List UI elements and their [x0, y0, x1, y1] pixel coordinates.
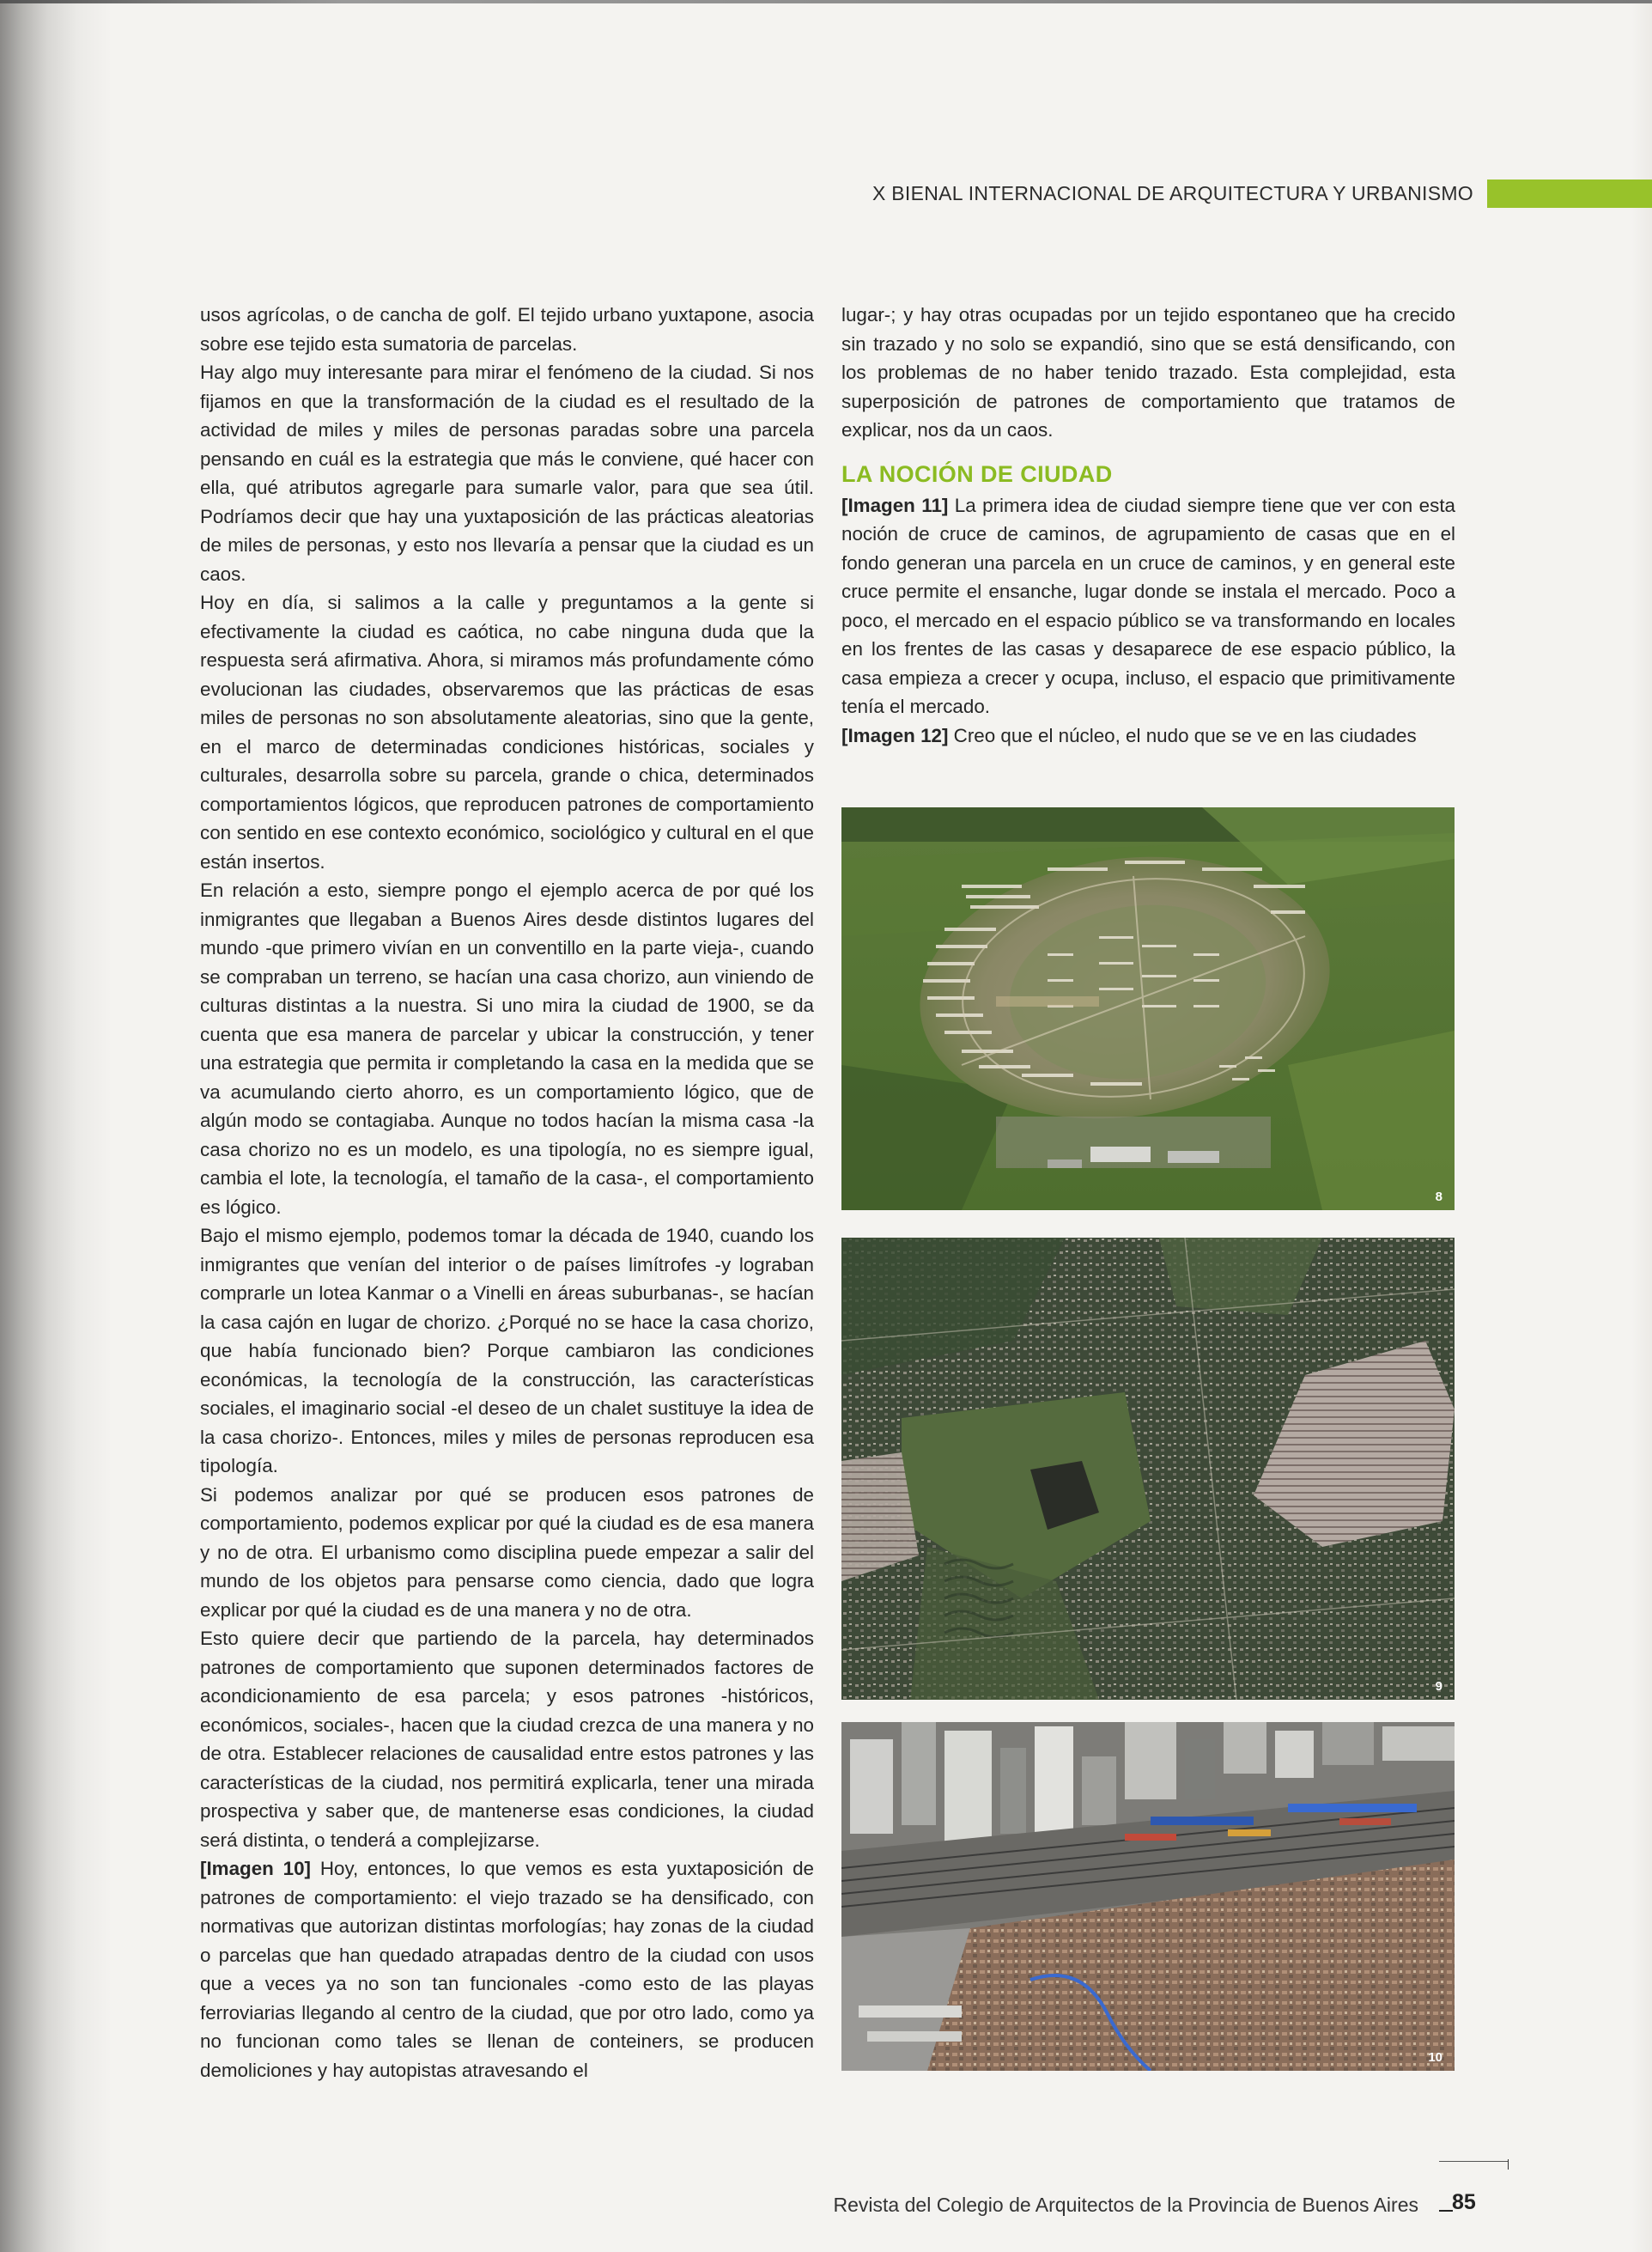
figure-number: 8	[1435, 1190, 1442, 1204]
paragraph: Esto quiere decir que partiendo de la parcela, hay determinados patrones de comportamiento que suponen determinados factores de acondicionamiento de esa parcela; y esos patrones -históricos, económicos, sociales-, hacen que la ciudad crezca de una manera y no de otra. Establecer relaciones de causalidad entre estos patrones y las características de la ciudad, nos permitirá explicarla, tener una mirada prospectiva y saber que, de mantenerse esas condiciones, la ciudad será distinta, o tenderá a complejizarse.	[200, 1628, 814, 1851]
journal-footer: Revista del Colegio de Arquitectos de la Provincia de Buenos Aires	[833, 2194, 1418, 2216]
paragraph-text: La primera idea de ciudad siempre tiene que ver con esta noción de cruce de caminos, de agrupamiento de casas que en el fondo generan una parcela en un cruce de caminos, y en general este cruce permite el ensanche, lugar donde se instala el mercado. Poco a poco, el mercado en el espacio público se va transformando en locales en los frentes de las casas y desaparece de ese espacio público, la casa empieza a crecer y ocupa, incluso, el espacio que primitivamente tenía el mercado.	[841, 494, 1455, 717]
paragraph	[200, 1854, 814, 2085]
running-header: X BIENAL INTERNACIONAL DE ARQUITECTURA Y URBANISMO	[872, 182, 1473, 204]
right-text-column	[841, 301, 1455, 756]
paragraph-text: Hoy, entonces, lo que vemos es esta yuxtaposición de patrones de comportamiento: el viejo trazado se ha densificado, con normativas que autorizan distintas morfologías; hay zonas de la ciudad o parcelas que han quedado atrapadas dentro de la ciudad con usos que a veces ya no son tan funcionales -como esto de las playas ferroviarias llegando al centro de la ciudad, que por otro lado, como ya no funcionan como tales se llenan de conteiners, se producen demoliciones y hay autopistas atravesando el	[200, 1858, 814, 2081]
page-number-tick	[1508, 2159, 1509, 2170]
paragraph: Hay algo muy interesante para mirar el fenómeno de la ciudad. Si nos fijamos en que la transformación de la ciudad es el resultado de la actividad de miles y miles de personas paradas sobre una parcela pensando en cuál es la estrategia que más le conviene, qué hacer con ella, qué atributos agregarle para sumarle valor, para que sea útil. Podríamos decir que hay una yuxtaposición de las prácticas aleatorias de miles de personas, y esto nos llevaría a pensar que la ciudad es un caos.	[200, 362, 814, 585]
aerial-photo-image	[841, 807, 1455, 1210]
page-number: 85	[1452, 2190, 1476, 2214]
aerial-photo-housing-oval	[841, 807, 1455, 1210]
figure-number: 10	[1428, 2050, 1442, 2065]
paragraph: usos agrícolas, o de cancha de golf. El tejido urbano yuxtapone, asocia sobre ese tejido esta sumatoria de parcelas.	[200, 304, 814, 355]
figure-number: 9	[1435, 1679, 1442, 1694]
image-reference: [Imagen 12]	[841, 724, 949, 746]
image-reference: [Imagen 10]	[200, 1858, 312, 1879]
paragraph: Hoy en día, si salimos a la calle y preguntamos a la gente si efectivamente la ciudad es caótica, no cabe ninguna duda que la respuesta será afirmativa. Ahora, si miramos más profundamente cómo evolucionan las ciudades, observaremos que las prácticas de esas miles de personas no son absolutamente aleatorias, sino que la gente, en el marco de determinadas condiciones históricas, sociales y culturales, desarrolla sobre su parcela, grande o chica, determinados comportamientos lógicos, que reproducen patrones de comportamiento con sentido en ese contexto económico, sociológico y cultural en el que están insertos.	[200, 592, 814, 873]
section-heading: LA NOCIÓN DE CIUDAD	[841, 460, 1113, 487]
aerial-photo-city-rail-yards	[841, 1722, 1455, 2071]
left-text-column	[200, 301, 814, 2081]
paragraph: Si podemos analizar por qué se producen esos patrones de comportamiento, podemos explicar por qué la ciudad es de esa manera y no de otra. El urbanismo como disciplina puede empezar a salir del mundo de los objetos para pensarse como ciencia, dado que logra explicar por qué la ciudad es de una manera y no de otra.	[200, 1483, 814, 1621]
page-top-edge	[0, 0, 1652, 3]
aerial-photo-suburban-fabric	[841, 1238, 1455, 1700]
paragraph	[841, 491, 1455, 721]
aerial-photo-image	[841, 1722, 1455, 2071]
paragraph	[841, 721, 1455, 751]
paragraph: lugar-; y hay otras ocupadas por un tejido espontaneo que ha crecido sin trazado y no solo se expandió, sino que se está densificando, con los problemas de no haber tenido trazado. Esta complejidad, esta superposición de patrones de comportamiento que tratamos de explicar, nos da un caos.	[841, 304, 1455, 441]
page-number-rule-top	[1439, 2161, 1508, 2162]
aerial-photo-image	[841, 1238, 1455, 1700]
page-number-rule	[1439, 2210, 1453, 2212]
paragraph: En relación a esto, siempre pongo el ejemplo acerca de por qué los inmigrantes que llegaban a Buenos Aires desde distintos lugares del mundo -que primero vivían en un conventillo en la parte vieja-, cuando se compraban un terreno, se hacían una casa chorizo, aun viniendo de culturas distintas a la nuestra. Si uno mira la ciudad de 1900, se da cuenta que esa manera de parcelar y ubicar la construcción, y tener una estrategia que permita ir completando la casa en la medida que se va acumulando cierto ahorro, es un comportamiento lógico, que de algún modo se contagiaba. Aunque no todos hacían la misma casa -la casa chorizo no es un modelo, es una tipología, no es siempre igual, cambia el lote, la tecnología, el tamaño de la casa-, el comportamiento es lógico.	[200, 879, 814, 1218]
paragraph-text: Creo que el núcleo, el nudo que se ve en las ciudades	[948, 724, 1417, 746]
header-accent-bar	[1487, 180, 1652, 208]
image-reference: [Imagen 11]	[841, 494, 949, 516]
paragraph: Bajo el mismo ejemplo, podemos tomar la década de 1940, cuando los inmigrantes que venían del interior o de países limítrofes -y lograban comprarle un lotea Kanmar o a Vinelli en áreas suburbanas-, se hacían la casa cajón en lugar de chorizo. ¿Porqué no se hace la casa chorizo, que había funcionado bien? Porque cambiaron las condiciones económicas, la tecnología de la construcción, las características sociales, el imaginario social -el deseo de un chalet sustituye la idea de la casa chorizo-. Entonces, miles y miles de personas reproducen esa tipología.	[200, 1225, 814, 1476]
